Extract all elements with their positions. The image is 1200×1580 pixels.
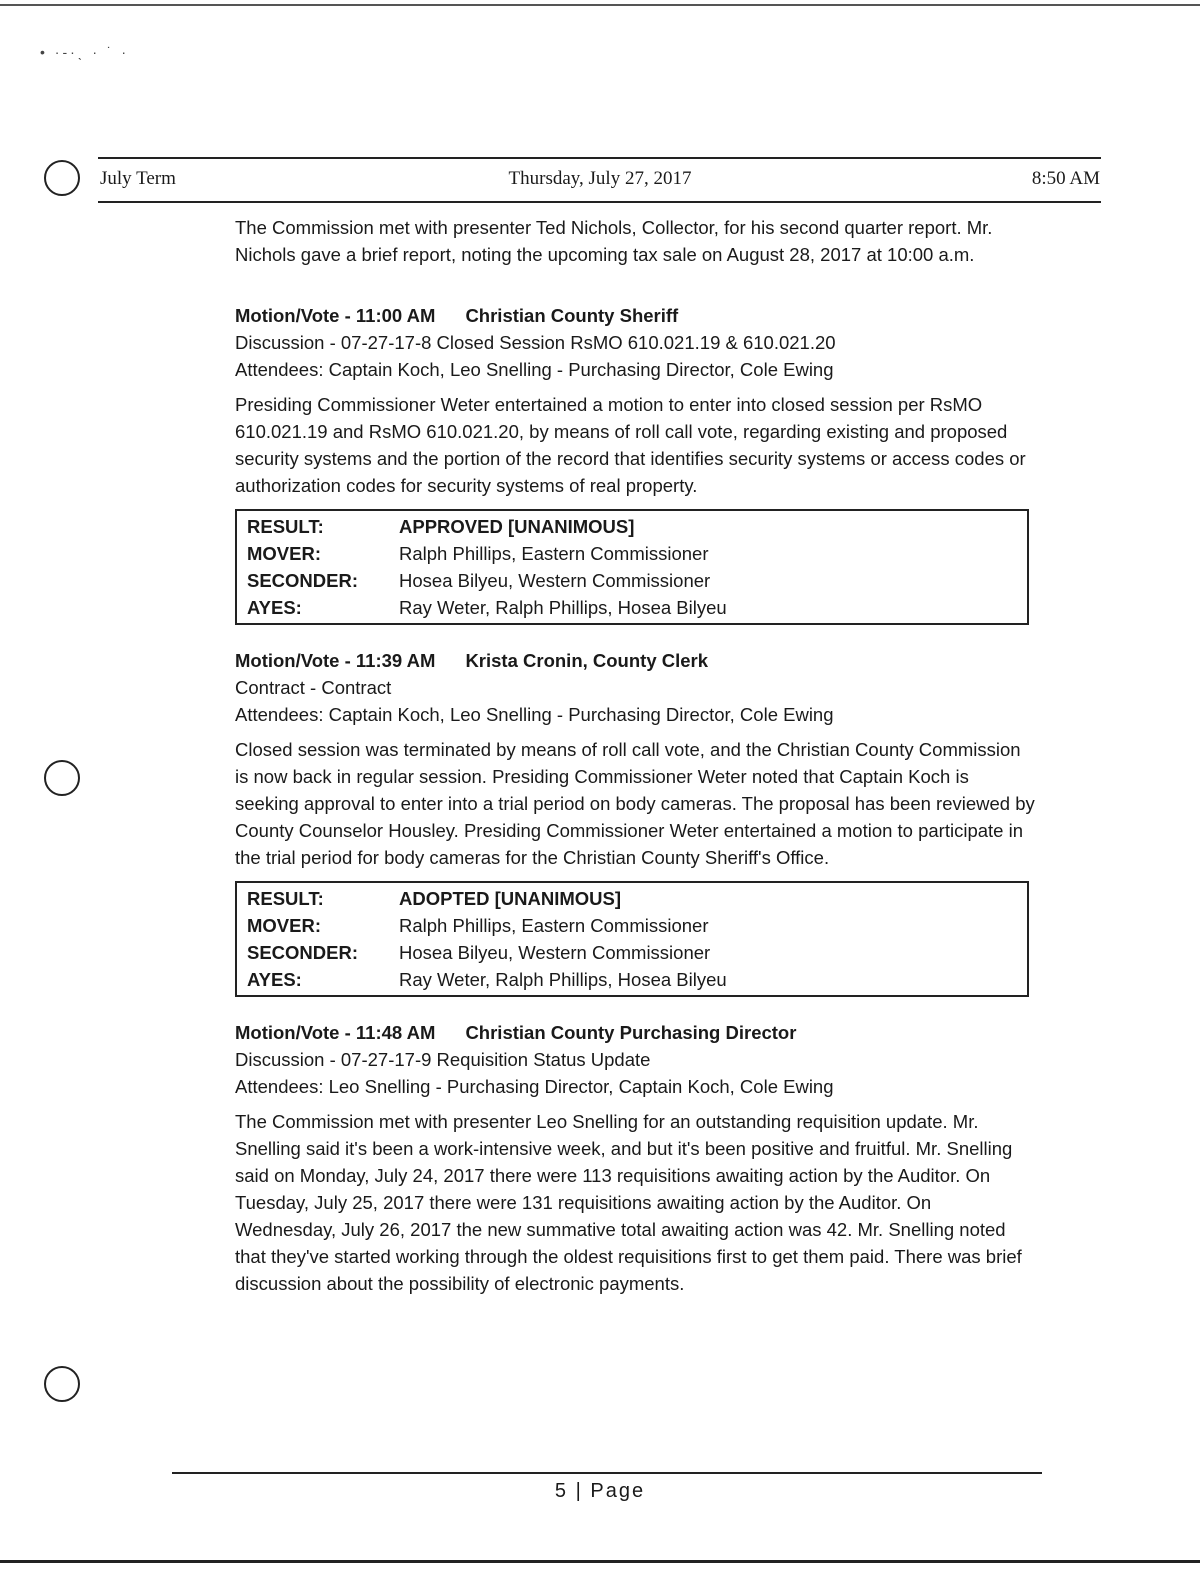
vote-ayes: Ray Weter, Ralph Phillips, Hosea Bilyeu (399, 969, 727, 990)
motion-section (235, 302, 1035, 625)
vote-label: RESULT: (247, 888, 324, 909)
vote-label: AYES: (247, 597, 302, 618)
vote-table (235, 509, 1029, 625)
vote-seconder: Hosea Bilyeu, Western Commissioner (399, 570, 711, 591)
motion-paragraph: Presiding Commissioner Weter entertained a motion to enter into closed session per RsMO 610.021.19 and RsMO 610.021.20, by means of roll call vote, regarding existing and proposed security systems and the portion of the record that identifies security systems or access codes or authorization codes for security systems of real property. (235, 394, 1026, 496)
motion-organization: Christian County Sheriff (465, 305, 679, 326)
vote-ayes: Ray Weter, Ralph Phillips, Hosea Bilyeu (399, 597, 727, 618)
motion-attendees: Attendees: Captain Koch, Leo Snelling - Purchasing Director, Cole Ewing (235, 704, 834, 725)
motion-discussion: Contract - Contract (235, 677, 392, 698)
vote-label: AYES: (247, 969, 302, 990)
motion-discussion: Discussion - 07-27-17-8 Closed Session RsMO 610.021.19 & 610.021.20 (235, 332, 836, 353)
motion-heading (235, 1019, 1035, 1046)
meeting-date: Thursday, July 27, 2017 (508, 168, 692, 189)
binder-hole-icon (44, 760, 80, 796)
motion-section (235, 647, 1035, 997)
header-rule-top (98, 157, 1101, 159)
vote-label: SECONDER: (247, 942, 359, 963)
motion-discussion: Discussion - 07-27-17-9 Requisition Status Update (235, 1049, 651, 1070)
vote-label: MOVER: (247, 543, 321, 564)
motion-section (235, 1019, 1035, 1297)
vote-label: SECONDER: (247, 570, 359, 591)
vote-row (236, 510, 1028, 540)
vote-row (236, 540, 1028, 567)
motion-heading (235, 302, 1035, 329)
scan-top-edge (0, 4, 1200, 6)
vote-result: ADOPTED [UNANIMOUS] (399, 888, 621, 909)
vote-row (236, 912, 1028, 939)
motion-paragraph: The Commission met with presenter Leo Snelling for an outstanding requisition update. Mr. Snelling said it's been a work-intensive week, and but it's been positive and fruitful. Mr. Snelling said on Monday, July 24, 2017 there were 113 requisitions awaiting action by the Auditor. On Tuesday, July 25, 2017 there were 131 requisitions awaiting action by the Auditor. On Wednesday, July 26, 2017 the new summative total awaiting action was 42. Mr. Snelling noted that they've started working through the oldest requisitions first to get them paid. There was brief discussion about the possibility of electronic payments. (235, 1111, 1022, 1294)
motion-time: Motion/Vote - 11:48 AM (235, 1022, 436, 1043)
motion-attendees: Attendees: Captain Koch, Leo Snelling - Purchasing Director, Cole Ewing (235, 359, 834, 380)
scan-specks: • ·‐·ˎ · ˙ · (40, 44, 130, 60)
vote-mover: Ralph Phillips, Eastern Commissioner (399, 543, 709, 564)
vote-row (236, 882, 1028, 912)
motion-heading (235, 647, 1035, 674)
vote-label: MOVER: (247, 915, 321, 936)
footer-rule (172, 1472, 1042, 1474)
page-number: 5 | Page (554, 1480, 646, 1502)
motion-organization: Krista Cronin, County Clerk (465, 650, 709, 671)
minutes-body (235, 214, 1035, 1307)
motion-paragraph: Closed session was terminated by means of roll call vote, and the Christian County Commission is now back in regular session. Presiding Commissioner Weter noted that Captain Koch is seeking approval to enter into a trial period on body cameras. The proposal has been reviewed by County Counselor Housley. Presiding Commissioner Weter entertained a motion to participate in the trial period for body cameras for the Christian County Sheriff's Office. (235, 739, 1035, 868)
page-header (100, 168, 1100, 194)
binder-hole-icon (44, 160, 80, 196)
motion-time: Motion/Vote - 11:39 AM (235, 650, 436, 671)
motion-time: Motion/Vote - 11:00 AM (235, 305, 436, 326)
intro-paragraph: The Commission met with presenter Ted Nichols, Collector, for his second quarter report. Mr. Nichols gave a brief report, noting the upcoming tax sale on August 28, 2017 at 10:00 a.m. (235, 217, 993, 265)
term-label: July Term (100, 168, 176, 189)
vote-row (236, 567, 1028, 594)
meeting-time: 8:50 AM (1031, 168, 1100, 189)
vote-row (236, 966, 1028, 996)
vote-result: APPROVED [UNANIMOUS] (399, 516, 635, 537)
vote-row (236, 939, 1028, 966)
binder-hole-icon (44, 1366, 80, 1402)
scan-bottom-edge (0, 1560, 1200, 1563)
header-rule-bottom (98, 201, 1101, 203)
vote-mover: Ralph Phillips, Eastern Commissioner (399, 915, 709, 936)
motion-attendees: Attendees: Leo Snelling - Purchasing Director, Captain Koch, Cole Ewing (235, 1076, 834, 1097)
vote-row (236, 594, 1028, 624)
vote-table (235, 881, 1029, 997)
motion-organization: Christian County Purchasing Director (465, 1022, 797, 1043)
vote-label: RESULT: (247, 516, 324, 537)
vote-seconder: Hosea Bilyeu, Western Commissioner (399, 942, 711, 963)
